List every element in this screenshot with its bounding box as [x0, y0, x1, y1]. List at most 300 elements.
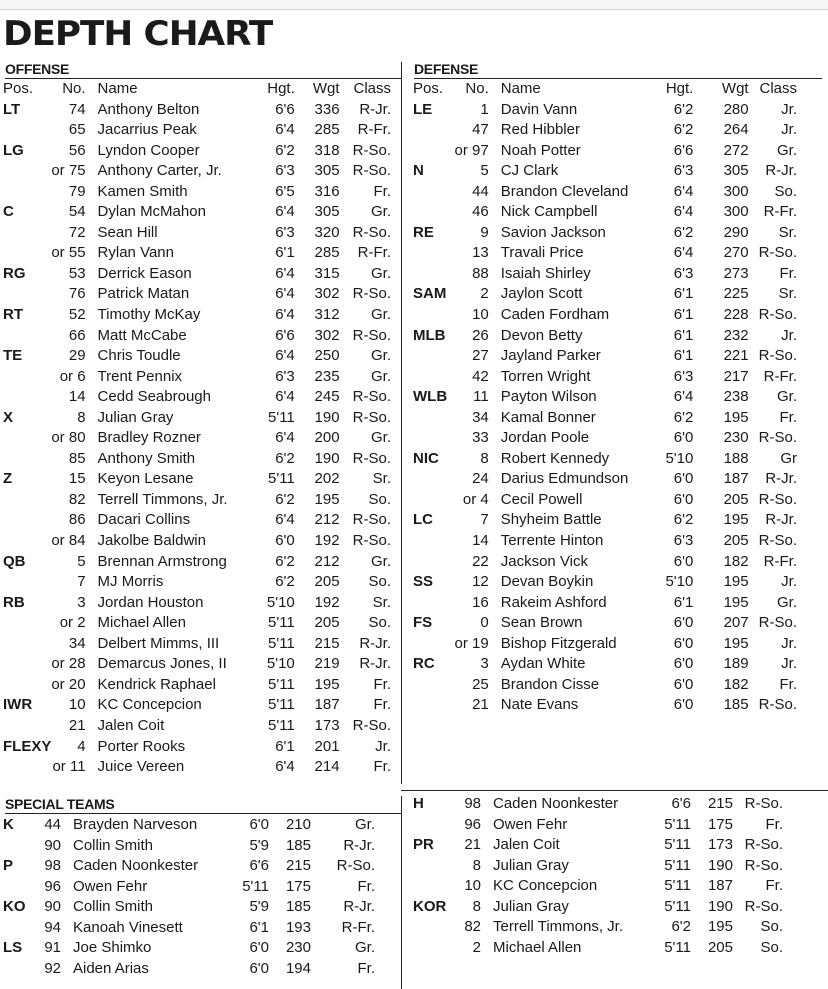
col-no-header: No.	[62, 80, 86, 97]
number-cell: 52	[68, 306, 86, 324]
weight-cell: 190	[707, 897, 733, 915]
name-cell: Derrick Eason	[97, 264, 192, 282]
weight-cell: 232	[723, 326, 749, 344]
special-teams-left-table	[3, 815, 375, 979]
name-cell: Bishop Fitzgerald	[500, 634, 617, 652]
player-row	[3, 305, 391, 326]
weight-cell: 300	[723, 203, 749, 221]
height-cell: 6'0	[249, 959, 269, 977]
name-cell: Lyndon Cooper	[97, 141, 200, 159]
number-cell: 2	[472, 938, 481, 956]
class-cell: R-So.	[758, 347, 797, 365]
number-cell: 72	[68, 223, 86, 241]
special-teams-divider	[401, 796, 402, 989]
height-cell: 6'6	[275, 326, 295, 344]
pos-cell: KOR	[413, 897, 447, 915]
weight-cell: 195	[314, 675, 340, 693]
class-cell: Fr.	[779, 264, 797, 282]
class-cell: Jr.	[781, 634, 797, 652]
weight-cell: 235	[314, 367, 340, 385]
pos-cell	[413, 428, 455, 449]
player-row	[3, 531, 391, 552]
pos-cell	[413, 120, 455, 141]
pos-cell	[413, 531, 455, 552]
pos-cell: MLB	[413, 326, 446, 344]
weight-cell: 205	[723, 490, 749, 508]
pos-cell	[413, 264, 455, 285]
height-cell: 6'3	[673, 162, 694, 180]
class-cell: Jr.	[781, 573, 797, 591]
number-cell: 15	[68, 470, 86, 488]
class-cell: R-Jr.	[359, 100, 391, 118]
number-cell: 8	[77, 408, 86, 426]
name-cell: CJ Clark	[500, 162, 559, 180]
weight-cell: 336	[314, 100, 340, 118]
name-cell: Devon Betty	[500, 326, 583, 344]
player-row	[3, 243, 391, 264]
height-cell: 6'1	[275, 244, 295, 262]
player-row	[3, 284, 391, 305]
weight-cell: 315	[314, 264, 340, 282]
class-cell: Fr.	[779, 408, 797, 426]
class-cell: R-So.	[758, 532, 797, 550]
class-cell: R-So.	[758, 614, 797, 632]
player-row	[3, 449, 391, 470]
number-cell: 98	[44, 857, 61, 875]
height-cell: 6'1	[673, 306, 694, 324]
number-cell: 56	[68, 141, 86, 159]
name-cell: Caden Noonkester	[73, 857, 199, 875]
name-cell: Keyon Lesane	[97, 470, 194, 488]
special-teams-right-table	[413, 794, 783, 958]
name-cell: Jackson Vick	[500, 552, 589, 570]
player-row	[413, 428, 797, 449]
weight-cell: 195	[723, 511, 749, 529]
name-cell: Jaylon Scott	[500, 285, 583, 303]
player-row	[413, 141, 797, 162]
class-cell: Gr.	[370, 367, 391, 385]
weight-cell: 228	[723, 306, 749, 324]
pos-cell	[3, 490, 51, 511]
class-cell: R-So.	[352, 326, 391, 344]
pos-cell	[3, 182, 51, 203]
player-row	[3, 387, 391, 408]
class-cell: R-So.	[352, 716, 391, 734]
number-cell: or 4	[462, 490, 489, 508]
number-cell: 11	[473, 388, 489, 406]
number-cell: 79	[68, 182, 86, 200]
number-cell: or 6	[59, 367, 86, 385]
name-cell: Caden Noonkester	[493, 795, 619, 812]
player-row	[413, 264, 797, 285]
player-row	[413, 531, 797, 552]
weight-cell: 316	[314, 182, 340, 200]
player-row	[3, 469, 391, 490]
pos-cell: P	[3, 857, 14, 875]
name-cell: Noah Potter	[500, 141, 581, 159]
height-cell: 5'11	[267, 716, 295, 734]
weight-cell: 205	[314, 573, 340, 591]
pos-cell	[3, 510, 51, 531]
pos-cell: C	[3, 203, 14, 221]
weight-cell: 182	[723, 552, 749, 570]
number-cell: 10	[472, 306, 489, 324]
weight-cell: 189	[723, 655, 749, 673]
player-row	[3, 634, 391, 655]
number-cell: 85	[68, 449, 86, 467]
player-row	[413, 593, 797, 614]
pos-cell	[413, 695, 455, 716]
name-cell: Sean Brown	[500, 614, 583, 632]
player-row	[413, 897, 783, 918]
height-cell: 6'4	[275, 285, 295, 303]
weight-cell: 194	[285, 959, 311, 977]
player-row	[413, 675, 797, 696]
pos-cell: LC	[413, 511, 433, 529]
pos-cell: NIC	[413, 449, 439, 467]
number-cell: or 75	[51, 162, 86, 180]
weight-cell: 202	[314, 470, 340, 488]
number-cell: 25	[472, 675, 489, 693]
number-cell: or 84	[51, 532, 86, 550]
class-cell: Gr.	[370, 552, 391, 570]
player-row	[413, 408, 797, 429]
class-cell: R-So.	[352, 285, 391, 303]
pos-cell: RT	[3, 306, 23, 324]
height-cell: 5'11	[664, 815, 691, 833]
number-cell: 44	[472, 182, 489, 200]
pos-cell: IWR	[3, 696, 33, 714]
pos-cell: PR	[413, 836, 434, 854]
player-row	[413, 100, 797, 121]
defense-table	[413, 79, 797, 716]
class-cell: R-Jr.	[359, 655, 391, 673]
player-row	[3, 856, 375, 877]
class-cell: Fr.	[373, 182, 391, 200]
class-cell: Fr.	[765, 815, 783, 833]
pos-cell	[413, 305, 455, 326]
player-row	[413, 387, 797, 408]
player-row	[413, 243, 797, 264]
pos-cell	[413, 593, 455, 614]
pos-cell	[3, 387, 51, 408]
name-cell: Jayland Parker	[500, 347, 601, 365]
player-row	[413, 572, 797, 593]
name-cell: Michael Allen	[493, 938, 582, 956]
number-cell: 24	[472, 470, 489, 488]
number-cell: 10	[464, 877, 481, 895]
player-row	[3, 223, 391, 244]
name-cell: Payton Wilson	[500, 388, 597, 406]
name-cell: Robert Kennedy	[500, 449, 610, 467]
height-cell: 6'3	[673, 264, 694, 282]
number-cell: or 11	[52, 758, 86, 776]
weight-cell: 212	[314, 511, 340, 529]
player-row	[413, 510, 797, 531]
height-cell: 6'6	[249, 857, 269, 875]
number-cell: 12	[472, 573, 489, 591]
pos-cell: TE	[3, 347, 23, 365]
pos-cell	[413, 367, 455, 388]
player-row	[413, 202, 797, 223]
number-cell: 44	[44, 816, 61, 833]
player-row	[413, 835, 783, 856]
height-cell: 6'3	[275, 367, 295, 385]
height-cell: 6'0	[673, 675, 694, 693]
player-row	[413, 490, 797, 511]
class-cell: R-So.	[758, 429, 797, 447]
name-cell: Terrente Hinton	[500, 532, 604, 550]
weight-cell: 305	[314, 203, 340, 221]
name-cell: Julian Gray	[493, 856, 569, 874]
defense-heading: DEFENSE	[414, 61, 822, 79]
number-cell: or 2	[59, 614, 86, 632]
col-class-header: Class	[353, 80, 391, 97]
number-cell: 53	[68, 264, 86, 282]
height-cell: 6'1	[673, 593, 694, 611]
class-cell: R-Fr.	[763, 203, 797, 221]
pos-cell: KO	[3, 898, 26, 916]
player-row	[3, 938, 375, 959]
class-cell: Gr.	[370, 203, 391, 221]
name-cell: Kanoah Vinesett	[73, 918, 183, 936]
height-cell: 6'2	[275, 552, 295, 570]
name-cell: Darius Edmundson	[500, 470, 629, 488]
name-cell: Jacarrius Peak	[97, 121, 197, 139]
number-cell: 54	[68, 203, 86, 221]
name-cell: Cecil Powell	[500, 490, 583, 508]
number-cell: 47	[472, 121, 489, 139]
class-cell: R-Jr.	[765, 511, 797, 529]
height-cell: 6'3	[673, 367, 694, 385]
name-cell: Matt McCabe	[97, 326, 187, 344]
number-cell: 3	[77, 593, 86, 611]
class-cell: So.	[368, 614, 391, 632]
class-cell: R-So.	[758, 244, 797, 262]
class-cell: R-So.	[352, 511, 391, 529]
name-cell: Shyheim Battle	[500, 511, 602, 529]
weight-cell: 215	[285, 857, 311, 875]
weight-cell: 245	[314, 388, 340, 406]
height-cell: 6'0	[673, 470, 694, 488]
weight-cell: 221	[723, 347, 749, 365]
name-cell: Jordan Houston	[97, 593, 204, 611]
name-cell: Juice Vereen	[97, 758, 185, 776]
weight-cell: 285	[314, 121, 340, 139]
name-cell: Dacari Collins	[97, 511, 191, 529]
height-cell: 6'0	[673, 429, 694, 447]
height-cell: 5'11	[664, 856, 691, 874]
class-cell: Gr.	[354, 816, 375, 833]
number-cell: 21	[472, 696, 489, 714]
pos-cell: H	[413, 795, 424, 812]
pos-cell	[3, 654, 51, 675]
class-cell: Sr.	[372, 593, 391, 611]
class-cell: So.	[760, 918, 783, 936]
class-cell: R-Jr.	[765, 162, 797, 180]
height-cell: 6'2	[673, 100, 694, 118]
player-row	[413, 856, 783, 877]
col-pos-header: Pos.	[3, 80, 34, 97]
player-row	[3, 408, 391, 429]
weight-cell: 205	[707, 938, 733, 956]
height-cell: 6'4	[673, 388, 694, 406]
height-cell: 6'4	[275, 347, 295, 365]
player-row	[413, 654, 797, 675]
player-row	[3, 572, 391, 593]
weight-cell: 250	[314, 347, 340, 365]
col-no-header: No.	[465, 80, 489, 97]
class-cell: R-So.	[352, 449, 391, 467]
player-row	[3, 675, 391, 696]
height-cell: 6'6	[673, 141, 694, 159]
pos-cell: RC	[413, 655, 435, 673]
col-pos-header: Pos.	[413, 80, 444, 97]
height-cell: 6'2	[671, 918, 691, 936]
class-cell: R-So.	[744, 836, 783, 854]
pos-cell: LT	[3, 100, 21, 118]
number-cell: 21	[68, 716, 86, 734]
height-cell: 5'10	[665, 573, 694, 591]
player-row	[3, 877, 375, 898]
player-row	[3, 613, 391, 634]
number-cell: 0	[480, 614, 489, 632]
pos-cell	[3, 284, 51, 305]
name-cell: Michael Allen	[97, 614, 186, 632]
height-cell: 5'9	[249, 898, 269, 916]
number-cell: 96	[44, 877, 61, 895]
name-cell: Rylan Vann	[97, 244, 174, 262]
number-cell: 4	[77, 737, 86, 755]
player-row	[3, 346, 391, 367]
weight-cell: 192	[314, 593, 340, 611]
name-cell: Torren Wright	[500, 367, 591, 385]
height-cell: 6'1	[249, 918, 269, 936]
col-weight-header: Wgt	[312, 80, 340, 97]
height-cell: 6'3	[673, 532, 694, 550]
player-row	[3, 428, 391, 449]
name-cell: MJ Morris	[97, 573, 164, 591]
pos-cell	[413, 675, 455, 696]
number-cell: 86	[68, 511, 86, 529]
class-cell: Sr.	[778, 223, 797, 241]
class-cell: R-Fr.	[763, 367, 797, 385]
class-cell: R-So.	[352, 141, 391, 159]
player-row	[3, 737, 391, 758]
player-row	[413, 815, 783, 836]
class-cell: So.	[774, 182, 797, 200]
name-cell: Delbert Mimms, III	[97, 634, 220, 652]
class-cell: R-Jr.	[359, 634, 391, 652]
height-cell: 6'5	[275, 182, 295, 200]
height-cell: 6'0	[673, 490, 694, 508]
number-cell: 42	[472, 367, 489, 385]
name-cell: Devan Boykin	[500, 573, 594, 591]
height-cell: 5'11	[664, 877, 691, 895]
pos-cell: X	[3, 408, 14, 426]
class-cell: Gr	[780, 449, 797, 467]
name-cell: Savion Jackson	[500, 223, 606, 241]
height-cell: 6'2	[275, 141, 295, 159]
weight-cell: 318	[314, 141, 340, 159]
number-cell: 7	[77, 573, 86, 591]
pos-cell: K	[3, 816, 14, 833]
height-cell: 6'0	[249, 816, 269, 833]
name-cell: Brandon Cisse	[500, 675, 600, 693]
height-cell: 5'10	[665, 449, 694, 467]
class-cell: R-Jr.	[765, 470, 797, 488]
class-cell: Sr.	[372, 470, 391, 488]
name-cell: Kamal Bonner	[500, 408, 596, 426]
pos-cell	[3, 675, 51, 696]
player-row	[3, 815, 375, 836]
height-cell: 6'0	[673, 696, 694, 714]
height-cell: 5'11	[267, 614, 295, 632]
number-cell: 5	[480, 162, 489, 180]
weight-cell: 219	[314, 655, 340, 673]
player-row	[3, 654, 391, 675]
player-row	[413, 326, 797, 347]
weight-cell: 312	[314, 306, 340, 324]
pos-cell	[413, 634, 455, 655]
class-cell: Fr.	[373, 675, 391, 693]
number-cell: 90	[44, 898, 61, 916]
name-cell: Anthony Carter, Jr.	[97, 162, 222, 180]
class-cell: Jr.	[375, 737, 391, 755]
name-cell: Trent Pennix	[97, 367, 183, 385]
weight-cell: 187	[314, 696, 340, 714]
name-cell: Julian Gray	[97, 408, 174, 426]
height-cell: 6'4	[275, 264, 295, 282]
pos-cell	[413, 346, 455, 367]
height-cell: 5'11	[664, 938, 691, 956]
number-cell: 34	[68, 634, 86, 652]
class-cell: So.	[368, 573, 391, 591]
weight-cell: 215	[707, 795, 733, 812]
class-cell: R-So.	[758, 490, 797, 508]
player-row	[413, 449, 797, 470]
height-cell: 6'4	[275, 306, 295, 324]
number-cell: 14	[472, 532, 489, 550]
col-weight-header: Wgt	[721, 80, 749, 97]
height-cell: 5'10	[266, 655, 295, 673]
name-cell: Dylan McMahon	[97, 203, 206, 221]
player-row	[3, 326, 391, 347]
height-cell: 6'1	[275, 737, 295, 755]
height-cell: 6'4	[275, 388, 295, 406]
weight-cell: 210	[285, 816, 311, 833]
col-name-header: Name	[500, 80, 541, 97]
name-cell: Terrell Timmons, Jr.	[97, 490, 228, 508]
pos-cell: RG	[3, 264, 26, 282]
height-cell: 6'2	[275, 573, 295, 591]
defense-header-row	[413, 79, 797, 100]
name-cell: Isaiah Shirley	[500, 264, 591, 282]
class-cell: R-So.	[352, 162, 391, 180]
col-class-header: Class	[759, 80, 797, 97]
number-cell: or 28	[51, 655, 86, 673]
col-height-header: Hgt.	[665, 80, 694, 97]
weight-cell: 225	[723, 285, 749, 303]
name-cell: Chris Toudle	[97, 347, 181, 365]
name-cell: Kamen Smith	[97, 182, 188, 200]
weight-cell: 173	[314, 716, 340, 734]
weight-cell: 302	[314, 326, 340, 344]
class-cell: R-Fr.	[763, 552, 797, 570]
number-cell: or 80	[51, 429, 86, 447]
weight-cell: 175	[707, 815, 733, 833]
name-cell: Anthony Belton	[97, 100, 200, 118]
